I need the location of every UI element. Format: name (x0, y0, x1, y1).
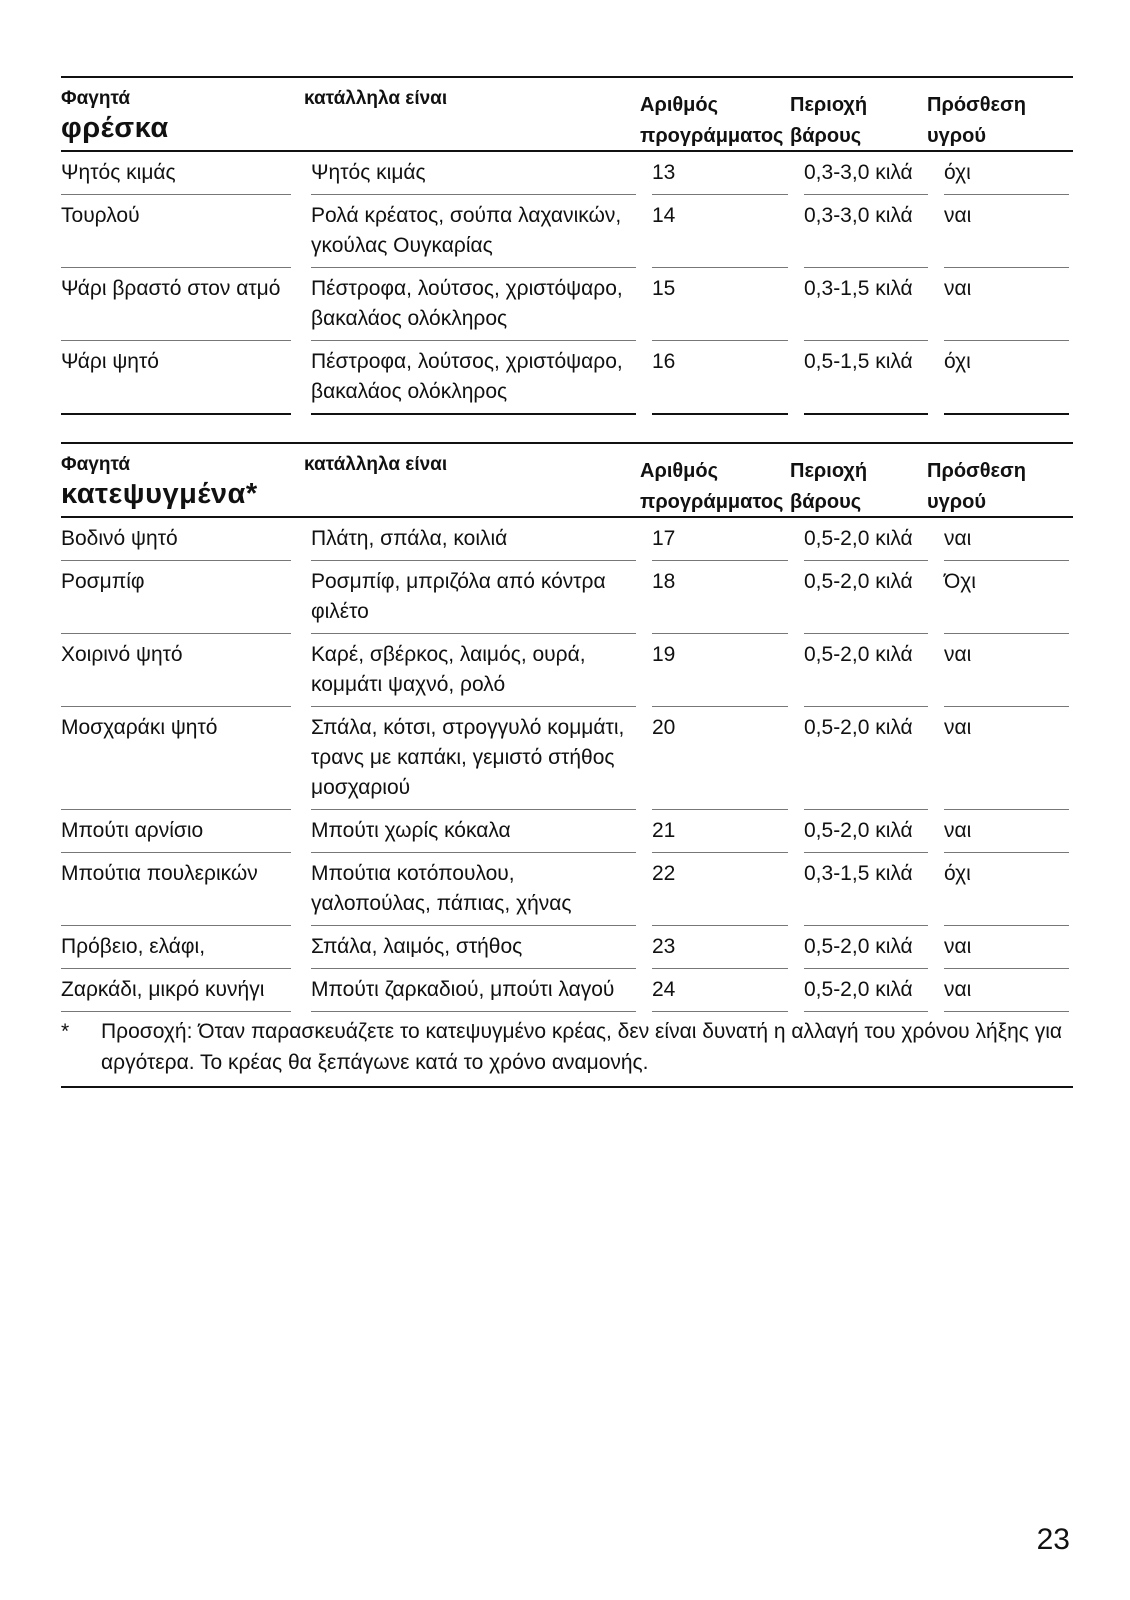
table-header (61, 78, 1073, 152)
liquid-cell: όχι (944, 152, 1069, 195)
table-row (61, 518, 1073, 561)
food-cell: Τουρλού (61, 195, 291, 268)
liquid-cell: ναι (944, 518, 1069, 561)
program-cell: 20 (652, 707, 788, 810)
program-cell: 18 (652, 561, 788, 634)
table-row (61, 152, 1073, 195)
liquid-column-header (927, 90, 1026, 152)
footnote-text: Προσοχή: Όταν παρασκευάζετε το κατεψυγμένο κρέας, δεν είναι δυνατή η αλλαγή του χρόνου λήξης για αργότερα. Το κρέας θα ξεπάγωνε κατά το χρόνο αναμονής. (101, 1020, 1063, 1074)
food-cell: Ζαρκάδι, μικρό κυνήγι (61, 969, 291, 1012)
suitable-column-header: κατάλληλα είναι (304, 88, 448, 109)
table-header (61, 444, 1073, 518)
weight-cell: 0,3-1,5 κιλά (804, 268, 928, 341)
food-cell: Χοιρινό ψητό (61, 634, 291, 707)
suitable-cell: Πέστροφα, λούτσος, χριστόψαρο, βακαλάος ολόκληρος (311, 268, 636, 341)
program-cell: 16 (652, 341, 788, 415)
frozen-foods-table (61, 442, 1073, 1012)
fresh-foods-table (61, 76, 1073, 415)
weight-cell: 0,5-2,0 κιλά (804, 810, 928, 853)
weight-cell: 0,5-2,0 κιλά (804, 969, 928, 1012)
table-row (61, 268, 1073, 341)
food-cell: Βοδινό ψητό (61, 518, 291, 561)
table-row (61, 341, 1073, 415)
section-title: κατεψυγμένα* (61, 478, 258, 510)
suitable-cell: Πλάτη, σπάλα, κοιλιά (311, 518, 636, 561)
suitable-cell: Μπούτι ζαρκαδιού, μπούτι λαγού (311, 969, 636, 1012)
weight-cell: 0,5-2,0 κιλά (804, 926, 928, 969)
program-cell: 24 (652, 969, 788, 1012)
program-cell: 17 (652, 518, 788, 561)
foods-column-label: Φαγητά (61, 454, 131, 475)
program-cell: 13 (652, 152, 788, 195)
weight-header-line2: βάρους (790, 125, 862, 147)
liquid-cell: ναι (944, 969, 1069, 1012)
weight-cell: 0,3-1,5 κιλά (804, 853, 928, 926)
liquid-cell: ναι (944, 268, 1069, 341)
suitable-cell: Μπούτι χωρίς κόκαλα (311, 810, 636, 853)
foods-column-label: Φαγητά (61, 88, 131, 109)
food-cell: Ψητός κιμάς (61, 152, 291, 195)
footnote-marker: * (61, 1020, 70, 1043)
page-number: 23 (1036, 1523, 1070, 1556)
program-header-line1: Αριθμός (640, 94, 719, 116)
program-cell: 21 (652, 810, 788, 853)
suitable-cell: Σπάλα, λαιμός, στήθος (311, 926, 636, 969)
weight-header-line1: Περιοχή (790, 94, 868, 116)
program-cell: 15 (652, 268, 788, 341)
liquid-cell: Όχι (944, 561, 1069, 634)
food-cell: Μπούτια πουλερικών (61, 853, 291, 926)
weight-cell: 0,5-1,5 κιλά (804, 341, 928, 415)
suitable-cell: Σπάλα, κότσι, στρογγυλό κομμάτι, τρανς με καπάκι, γεμιστό στήθος μοσχαριού (311, 707, 636, 810)
weight-column-header (790, 90, 867, 152)
liquid-header-line1: Πρόσθεση (927, 460, 1026, 482)
table-row (61, 853, 1073, 926)
liquid-cell: όχι (944, 341, 1069, 415)
liquid-cell: όχι (944, 853, 1069, 926)
table-row (61, 561, 1073, 634)
table-row (61, 810, 1073, 853)
program-cell: 19 (652, 634, 788, 707)
program-header-line2: προγράμματος (640, 125, 784, 147)
liquid-header-line2: υγρού (927, 125, 986, 147)
weight-header-line2: βάρους (790, 491, 862, 513)
weight-cell: 0,3-3,0 κιλά (804, 152, 928, 195)
food-cell: Μοσχαράκι ψητό (61, 707, 291, 810)
liquid-column-header (927, 456, 1026, 518)
food-cell: Πρόβειο, ελάφι, (61, 926, 291, 969)
table-row (61, 634, 1073, 707)
liquid-cell: ναι (944, 195, 1069, 268)
table-row (61, 707, 1073, 810)
weight-cell: 0,5-2,0 κιλά (804, 518, 928, 561)
liquid-cell: ναι (944, 634, 1069, 707)
weight-cell: 0,3-3,0 κιλά (804, 195, 928, 268)
food-cell: Ροσμπίφ (61, 561, 291, 634)
suitable-cell: Πέστροφα, λούτσος, χριστόψαρο, βακαλάος ολόκληρος (311, 341, 636, 415)
liquid-cell: ναι (944, 707, 1069, 810)
program-header-line1: Αριθμός (640, 460, 719, 482)
liquid-header-line2: υγρού (927, 491, 986, 513)
weight-column-header (790, 456, 867, 518)
food-cell: Ψάρι ψητό (61, 341, 291, 415)
suitable-cell: Ρολά κρέατος, σούπα λαχανικών, γκούλας Ουγκαρίας (311, 195, 636, 268)
suitable-cell: Ροσμπίφ, μπριζόλα από κόντρα φιλέτο (311, 561, 636, 634)
program-column-header (640, 90, 783, 152)
table-row (61, 926, 1073, 969)
program-cell: 23 (652, 926, 788, 969)
weight-cell: 0,5-2,0 κιλά (804, 561, 928, 634)
table-row (61, 969, 1073, 1012)
table-row (61, 195, 1073, 268)
program-header-line2: προγράμματος (640, 491, 784, 513)
liquid-cell: ναι (944, 926, 1069, 969)
weight-header-line1: Περιοχή (790, 460, 868, 482)
program-column-header (640, 456, 783, 518)
program-cell: 22 (652, 853, 788, 926)
food-cell: Ψάρι βραστό στον ατμό (61, 268, 291, 341)
weight-cell: 0,5-2,0 κιλά (804, 707, 928, 810)
suitable-cell: Καρέ, σβέρκος, λαιμός, ουρά, κομμάτι ψαχνό, ρολό (311, 634, 636, 707)
section-title: φρέσκα (61, 112, 169, 144)
liquid-cell: ναι (944, 810, 1069, 853)
program-cell: 14 (652, 195, 788, 268)
suitable-cell: Ψητός κιμάς (311, 152, 636, 195)
food-cell: Μπούτι αρνίσιο (61, 810, 291, 853)
footnote (61, 1016, 1073, 1088)
liquid-header-line1: Πρόσθεση (927, 94, 1026, 116)
suitable-cell: Μπούτια κοτόπουλου, γαλοπούλας, πάπιας, χήνας (311, 853, 636, 926)
suitable-column-header: κατάλληλα είναι (304, 454, 448, 475)
weight-cell: 0,5-2,0 κιλά (804, 634, 928, 707)
